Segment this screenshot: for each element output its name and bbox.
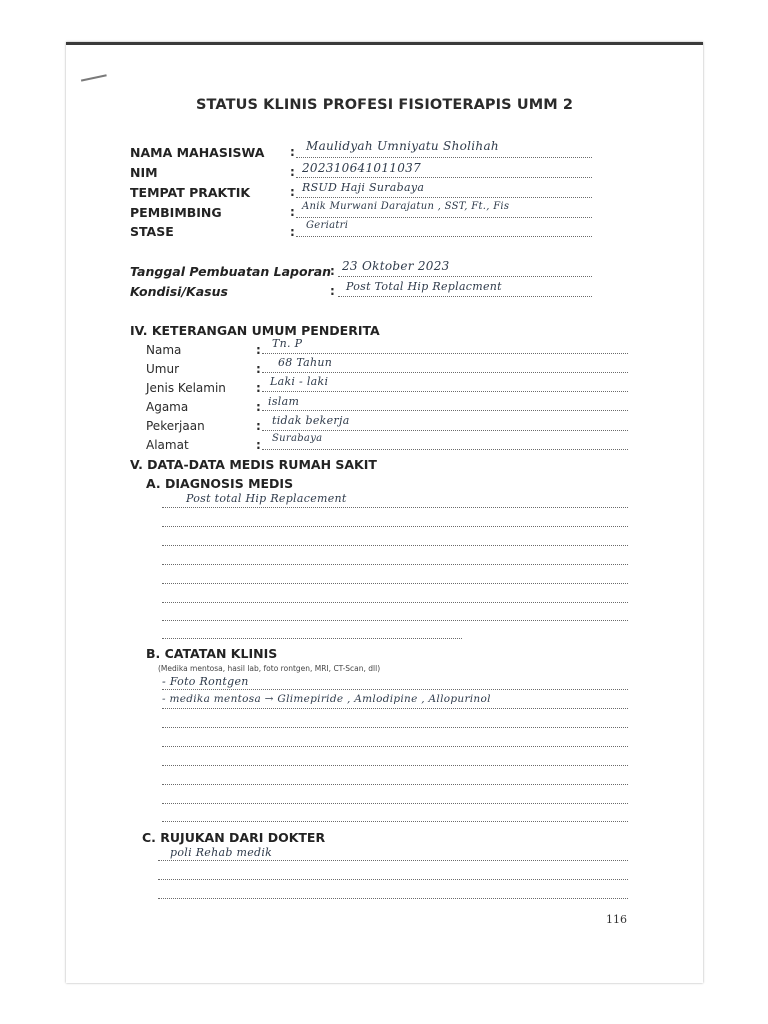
alamat-label: Alamat	[146, 438, 189, 452]
answer-line	[162, 765, 628, 766]
answer-line	[262, 391, 628, 392]
answer-line	[262, 430, 628, 431]
tempat-praktik-label: TEMPAT PRAKTIK	[130, 185, 251, 200]
umur-value: 68 Tahun	[278, 356, 333, 369]
colon: :	[290, 145, 295, 159]
nim-value: 202310641011037	[302, 161, 422, 175]
tanggal-label: Tanggal Pembuatan Laporan	[130, 264, 332, 279]
jenis-kelamin-value: Laki - laki	[270, 375, 329, 388]
answer-line	[162, 821, 628, 822]
pen-mark	[79, 66, 107, 81]
answer-line	[162, 620, 628, 621]
page-title: STATUS KLINIS PROFESI FISIOTERAPIS UMM 2	[196, 97, 574, 113]
section-iv-heading: IV. KETERANGAN UMUM PENDERITA	[130, 323, 380, 338]
colon: :	[330, 284, 335, 298]
answer-line	[162, 708, 628, 709]
answer-line	[162, 638, 462, 639]
answer-line	[262, 372, 628, 373]
nim-label: NIM	[130, 165, 158, 180]
answer-line	[162, 803, 628, 804]
nama-mahasiswa-value: Maulidyah Umniyatu Sholihah	[306, 139, 499, 153]
answer-line	[338, 296, 592, 297]
kondisi-value: Post Total Hip Replacment	[346, 280, 502, 293]
rujukan-dokter-entry: poli Rehab medik	[170, 846, 273, 859]
answer-line	[296, 236, 592, 237]
kondisi-label: Kondisi/Kasus	[130, 284, 228, 299]
colon: :	[256, 381, 261, 395]
form-page	[66, 42, 703, 983]
diagnosis-medis-heading: A. DIAGNOSIS MEDIS	[146, 476, 294, 491]
answer-line	[296, 177, 592, 178]
nama-mahasiswa-label: NAMA MAHASISWA	[130, 145, 265, 160]
pembimbing-value: Anik Murwani Darajatun , SST, Ft., Fis	[302, 201, 510, 212]
answer-line	[162, 583, 628, 584]
answer-line	[162, 784, 628, 785]
stase-value: Geriatri	[306, 220, 349, 231]
answer-line	[162, 564, 628, 565]
agama-value: islam	[268, 395, 300, 408]
answer-line	[296, 157, 592, 158]
answer-line	[158, 860, 628, 861]
colon: :	[256, 419, 261, 433]
catatan-klinis-entry-2: - medika mentosa → Glimepiride , Amlodipine , Allopurinol	[162, 693, 491, 705]
catatan-klinis-note: (Medika mentosa, hasil lab, foto rontgen, MRI, CT-Scan, dll)	[158, 664, 381, 673]
colon: :	[256, 400, 261, 414]
agama-label: Agama	[146, 400, 189, 414]
nama-label: Nama	[146, 343, 182, 357]
page-number: 116	[606, 913, 627, 926]
answer-line	[162, 689, 628, 690]
catatan-klinis-heading: B. CATATAN KLINIS	[146, 646, 278, 661]
umur-label: Umur	[146, 362, 180, 376]
answer-line	[158, 879, 628, 880]
pekerjaan-label: Pekerjaan	[146, 419, 205, 433]
colon: :	[290, 205, 295, 219]
answer-line	[296, 217, 592, 218]
answer-line	[338, 276, 592, 277]
colon: :	[256, 438, 261, 452]
answer-line	[296, 197, 592, 198]
section-v-heading: V. DATA-DATA MEDIS RUMAH SAKIT	[130, 457, 377, 472]
stase-label: STASE	[130, 224, 174, 239]
colon: :	[290, 185, 295, 199]
catatan-klinis-entry-1: - Foto Rontgen	[162, 675, 249, 688]
colon: :	[290, 225, 295, 239]
colon: :	[330, 264, 335, 278]
colon: :	[256, 362, 261, 376]
answer-line	[158, 898, 628, 899]
rujukan-dokter-heading: C. RUJUKAN DARI DOKTER	[142, 830, 326, 845]
jenis-kelamin-label: Jenis Kelamin	[146, 381, 226, 395]
answer-line	[162, 746, 628, 747]
answer-line	[162, 526, 628, 527]
answer-line	[162, 507, 628, 508]
tanggal-value: 23 Oktober 2023	[342, 259, 450, 273]
answer-line	[162, 602, 628, 603]
diagnosis-medis-entry: Post total Hip Replacement	[186, 492, 347, 505]
colon: :	[290, 165, 295, 179]
answer-line	[162, 727, 628, 728]
nama-value: Tn. P	[272, 337, 303, 350]
colon: :	[256, 343, 261, 357]
alamat-value: Surabaya	[272, 433, 323, 444]
answer-line	[262, 410, 628, 411]
tempat-praktik-value: RSUD Haji Surabaya	[302, 181, 425, 194]
pekerjaan-value: tidak bekerja	[272, 414, 350, 427]
answer-line	[162, 545, 628, 546]
pembimbing-label: PEMBIMBING	[130, 205, 222, 220]
answer-line	[262, 449, 628, 450]
answer-line	[262, 353, 628, 354]
